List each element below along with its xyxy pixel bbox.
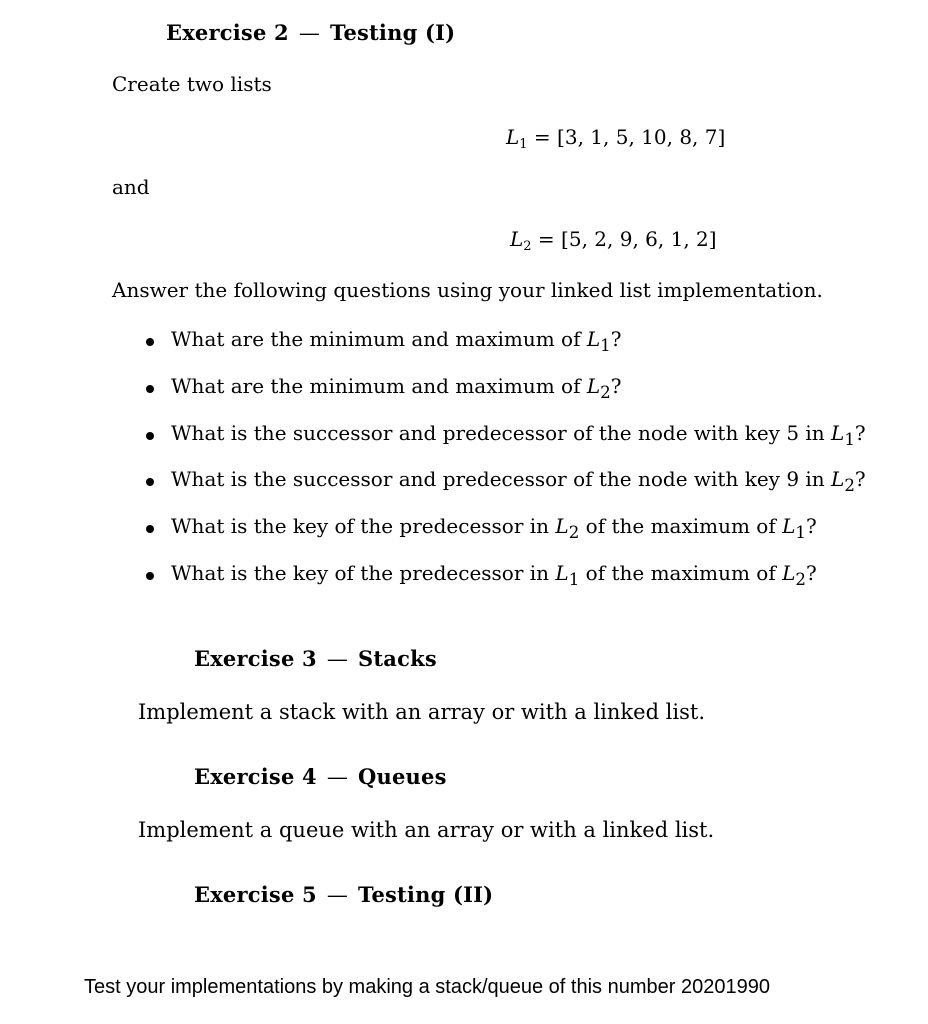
list-1-index: 1 xyxy=(519,137,528,152)
list-2-value: = [5, 2, 9, 6, 1, 2] xyxy=(537,227,717,251)
exercise-2-dash: — xyxy=(298,21,321,45)
exercise-4-heading xyxy=(194,764,447,789)
exercise-4-label: Exercise 4 xyxy=(194,764,317,789)
question-item: What is the key of the predecessor in $L_2$ of the maximum of $L_1$? xyxy=(171,514,817,542)
exercise-5-heading xyxy=(194,882,493,907)
bullet-icon xyxy=(146,478,154,486)
list-1-value: = [3, 1, 5, 10, 8, 7] xyxy=(533,125,726,149)
bullet-icon xyxy=(146,572,154,580)
list-1-name: L xyxy=(506,125,520,149)
bullet-icon xyxy=(146,338,154,346)
question-item: What is the key of the predecessor in $L_1$ of the maximum of $L_2$? xyxy=(171,561,817,589)
exercise-3-body: Implement a stack with an array or with a linked list. xyxy=(138,700,706,724)
connector-text: and xyxy=(112,175,150,199)
list-1-equation xyxy=(506,125,726,152)
bullet-icon xyxy=(146,525,154,533)
exercise-2-label: Exercise 2 xyxy=(166,20,289,45)
question-item: What is the successor and predecessor of the node with key 9 in $L_2$? xyxy=(171,467,866,495)
exercise-5-body: Test your implementations by making a stack/queue of this number 20201990 xyxy=(84,976,770,998)
list-2-name: L xyxy=(510,227,524,251)
exercise-4-title: Queues xyxy=(358,764,447,789)
exercise-5-label: Exercise 5 xyxy=(194,882,317,907)
bullet-icon xyxy=(146,432,154,440)
bullet-icon xyxy=(146,385,154,393)
exercise-5-title: Testing (II) xyxy=(358,882,494,907)
exercise-2-intro: Create two lists xyxy=(112,72,272,96)
list-2-equation xyxy=(510,227,717,254)
list-2-index: 2 xyxy=(523,239,532,254)
question-intro: Answer the following questions using your linked list implementation. xyxy=(112,278,823,302)
exercise-4-body: Implement a queue with an array or with a linked list. xyxy=(138,818,715,842)
question-item: What are the minimum and maximum of $L_1$? xyxy=(171,327,622,355)
exercise-3-title: Stacks xyxy=(358,646,437,671)
exercise-3-heading xyxy=(194,646,437,671)
exercise-5-dash: — xyxy=(326,883,349,907)
exercise-3-dash: — xyxy=(326,647,349,671)
question-item: What are the minimum and maximum of $L_2$? xyxy=(171,374,622,402)
question-item: What is the successor and predecessor of the node with key 5 in $L_1$? xyxy=(171,421,866,449)
exercise-3-label: Exercise 3 xyxy=(194,646,317,671)
exercise-2-heading xyxy=(166,20,455,45)
exercise-4-dash: — xyxy=(326,765,349,789)
exercise-2-title: Testing (I) xyxy=(330,20,456,45)
